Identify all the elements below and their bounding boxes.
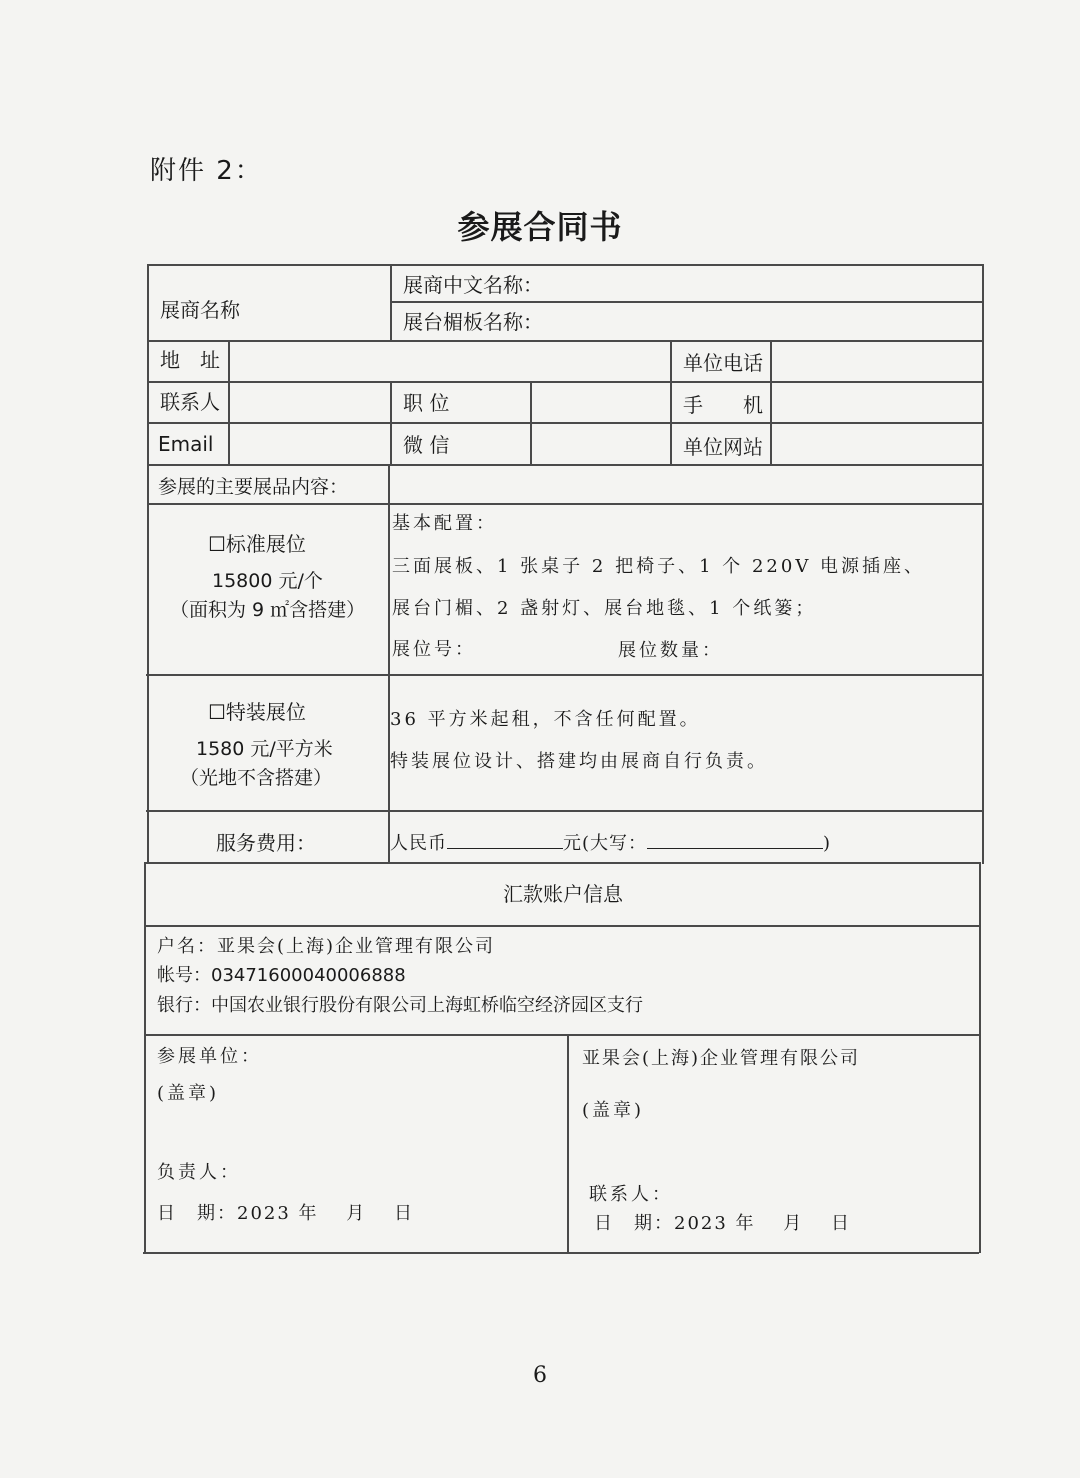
special-booth-line-1: 36 平方米起租，不含任何配置。 (390, 709, 701, 730)
exhibits-input[interactable] (392, 466, 980, 501)
email-label: Email (158, 432, 214, 456)
capital-amount-input[interactable] (647, 832, 823, 849)
organizer-contact-label: 联系人： (589, 1184, 673, 1205)
exhibitor-name-label: 展商名称 (160, 298, 240, 322)
standard-booth-price: 15800 元/个 (212, 570, 323, 592)
organizer-company: 亚果会(上海)企业管理有限公司 (582, 1048, 861, 1069)
standard-booth-note: （面积为 9 ㎡含搭建） (170, 599, 366, 621)
exhibitor-date-field[interactable]: 日 期：2023 年 月 日 (157, 1203, 414, 1224)
mobile-input[interactable] (774, 384, 980, 420)
address-input[interactable] (232, 343, 668, 379)
organizer-seal-label: (盖章) (582, 1100, 645, 1121)
website-label: 单位网站 (683, 435, 763, 459)
contact-input[interactable] (232, 384, 388, 420)
booth-quantity-field[interactable]: 展位数量： (618, 640, 723, 661)
website-input[interactable] (774, 425, 980, 462)
amount-input[interactable] (447, 832, 563, 849)
bank-section-title: 汇款账户信息 (503, 882, 623, 906)
special-booth-price: 1580 元/平方米 (196, 738, 333, 760)
standard-booth-checkbox[interactable]: ☐标准展位 (208, 532, 306, 556)
config-title: 基本配置： (392, 513, 497, 534)
config-line-2: 展台门楣、2 盏射灯、展台地毯、1 个纸篓； (392, 598, 817, 619)
booth-fascia-name-field[interactable]: 展台楣板名称： (403, 310, 543, 334)
page-number: 6 (533, 1363, 547, 1388)
attachment-heading: 附件 2： (150, 156, 263, 186)
position-label: 职 位 (403, 391, 450, 415)
position-input[interactable] (534, 384, 668, 420)
booth-number-field[interactable]: 展位号： (392, 639, 476, 660)
service-fee-line (390, 832, 831, 853)
wechat-input[interactable] (534, 425, 668, 462)
exhibitor-person-label: 负责人： (157, 1162, 241, 1183)
close-paren: ) (823, 833, 832, 854)
config-line-1: 三面展板、1 张桌子 2 把椅子、1 个 220V 电源插座、 (392, 556, 926, 577)
email-input[interactable] (232, 425, 388, 462)
contact-label: 联系人 (160, 390, 220, 414)
address-label: 地 址 (160, 348, 220, 372)
organizer-date-field[interactable]: 日 期：2023 年 月 日 (594, 1213, 851, 1234)
exhibits-label: 参展的主要展品内容： (158, 476, 349, 498)
currency-label: 人民币 (390, 833, 447, 854)
service-fee-label: 服务费用： (216, 831, 316, 855)
exhibitor-seal-label: (盖章) (157, 1083, 220, 1104)
account-name: 户名：亚果会(上海)企业管理有限公司 (157, 936, 496, 957)
unit-phone-input[interactable] (774, 343, 980, 379)
bank-name: 银行：中国农业银行股份有限公司上海虹桥临空经济园区支行 (157, 995, 643, 1016)
special-booth-checkbox[interactable]: ☐特装展位 (208, 700, 306, 724)
exhibitor-unit-label: 参展单位： (157, 1046, 262, 1067)
unit-phone-label: 单位电话 (683, 351, 763, 375)
page-title: 参展合同书 (457, 208, 623, 246)
account-number: 帐号：03471600040006888 (157, 965, 406, 986)
special-booth-note: （光地不含搭建） (180, 767, 333, 789)
capital-amount-label: 元(大写： (563, 833, 648, 854)
wechat-label: 微 信 (403, 433, 450, 457)
exhibitor-cn-name-field[interactable]: 展商中文名称： (403, 273, 543, 297)
special-booth-line-2: 特装展位设计、搭建均由展商自行负责。 (390, 751, 768, 772)
mobile-label: 手 机 (683, 393, 763, 417)
